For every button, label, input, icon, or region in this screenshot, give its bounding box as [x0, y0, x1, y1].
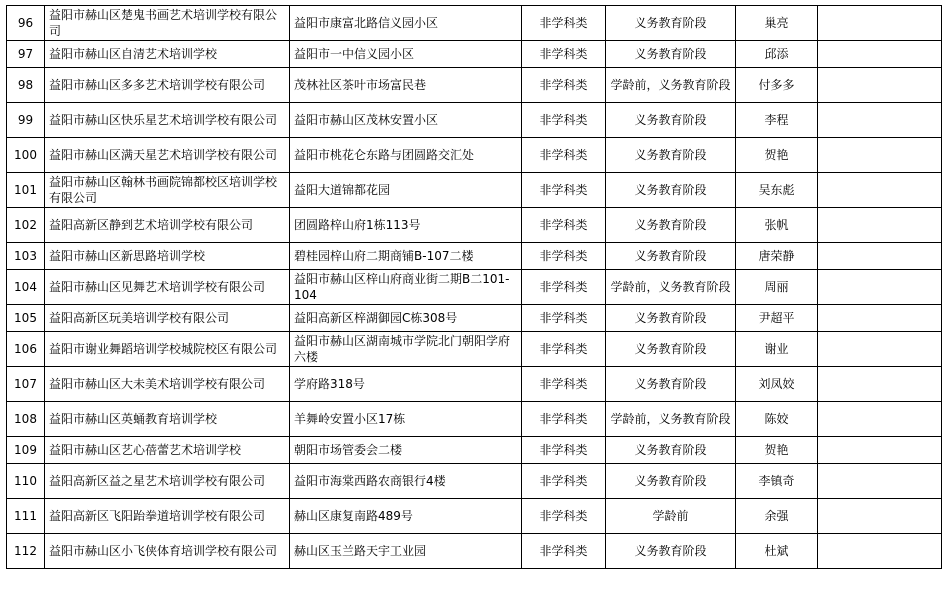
contact-person-cell: 余强 — [736, 499, 818, 534]
school-name-cell: 益阳市赫山区自清艺术培训学校 — [45, 41, 290, 68]
category-cell: 非学科类 — [522, 464, 606, 499]
school-name-cell: 益阳市赫山区艺心蓓蕾艺术培训学校 — [45, 437, 290, 464]
contact-person-cell: 贺艳 — [736, 437, 818, 464]
row-number-cell: 104 — [7, 270, 45, 305]
row-number-cell: 110 — [7, 464, 45, 499]
address-cell: 碧桂园梓山府二期商铺B-107二楼 — [290, 243, 522, 270]
school-name-cell: 益阳市谢业舞蹈培训学校城院校区有限公司 — [45, 332, 290, 367]
category-cell: 非学科类 — [522, 367, 606, 402]
category-cell: 非学科类 — [522, 173, 606, 208]
school-name-cell: 益阳高新区静到艺术培训学校有限公司 — [45, 208, 290, 243]
blank-cell — [818, 402, 942, 437]
table-row — [7, 499, 942, 534]
contact-person-cell: 尹超平 — [736, 305, 818, 332]
school-name-cell: 益阳市赫山区英蛹教育培训学校 — [45, 402, 290, 437]
blank-cell — [818, 103, 942, 138]
table-row — [7, 402, 942, 437]
school-name-cell: 益阳市赫山区新思路培训学校 — [45, 243, 290, 270]
address-cell: 赫山区玉兰路天宇工业园 — [290, 534, 522, 569]
blank-cell — [818, 270, 942, 305]
category-cell: 非学科类 — [522, 332, 606, 367]
education-stage-cell: 学龄前 — [606, 499, 736, 534]
row-number-cell: 98 — [7, 68, 45, 103]
blank-cell — [818, 208, 942, 243]
contact-person-cell: 刘凤姣 — [736, 367, 818, 402]
address-cell: 学府路318号 — [290, 367, 522, 402]
contact-person-cell: 张帆 — [736, 208, 818, 243]
education-stage-cell: 义务教育阶段 — [606, 437, 736, 464]
category-cell: 非学科类 — [522, 103, 606, 138]
school-name-cell: 益阳市赫山区多多艺术培训学校有限公司 — [45, 68, 290, 103]
row-number-cell: 103 — [7, 243, 45, 270]
contact-person-cell: 陈姣 — [736, 402, 818, 437]
address-cell: 益阳高新区梓湖御园C栋308号 — [290, 305, 522, 332]
school-name-cell: 益阳高新区飞阳跆拳道培训学校有限公司 — [45, 499, 290, 534]
contact-person-cell: 巢亮 — [736, 6, 818, 41]
blank-cell — [818, 499, 942, 534]
category-cell: 非学科类 — [522, 6, 606, 41]
address-cell: 益阳市赫山区湖南城市学院北门朝阳学府六楼 — [290, 332, 522, 367]
address-cell: 益阳市海棠西路农商银行4楼 — [290, 464, 522, 499]
row-number-cell: 100 — [7, 138, 45, 173]
school-name-cell: 益阳市赫山区楚鬼书画艺术培训学校有限公司 — [45, 6, 290, 41]
school-name-cell: 益阳市赫山区见舞艺术培训学校有限公司 — [45, 270, 290, 305]
category-cell: 非学科类 — [522, 534, 606, 569]
blank-cell — [818, 332, 942, 367]
address-cell: 益阳市康富北路信义园小区 — [290, 6, 522, 41]
row-number-cell: 107 — [7, 367, 45, 402]
table-row — [7, 332, 942, 367]
education-stage-cell: 义务教育阶段 — [606, 103, 736, 138]
education-stage-cell: 学龄前，义务教育阶段 — [606, 270, 736, 305]
contact-person-cell: 唐荣静 — [736, 243, 818, 270]
education-stage-cell: 义务教育阶段 — [606, 138, 736, 173]
table-row — [7, 305, 942, 332]
row-number-cell: 96 — [7, 6, 45, 41]
category-cell: 非学科类 — [522, 402, 606, 437]
category-cell: 非学科类 — [522, 208, 606, 243]
education-stage-cell: 义务教育阶段 — [606, 6, 736, 41]
row-number-cell: 99 — [7, 103, 45, 138]
category-cell: 非学科类 — [522, 499, 606, 534]
row-number-cell: 111 — [7, 499, 45, 534]
blank-cell — [818, 305, 942, 332]
category-cell: 非学科类 — [522, 41, 606, 68]
row-number-cell: 112 — [7, 534, 45, 569]
blank-cell — [818, 173, 942, 208]
table-row — [7, 367, 942, 402]
contact-person-cell: 付多多 — [736, 68, 818, 103]
contact-person-cell: 李镇奇 — [736, 464, 818, 499]
category-cell: 非学科类 — [522, 68, 606, 103]
table-row — [7, 41, 942, 68]
address-cell: 益阳市桃花仑东路与团圆路交汇处 — [290, 138, 522, 173]
address-cell: 茂林社区茶叶市场富民巷 — [290, 68, 522, 103]
category-cell: 非学科类 — [522, 437, 606, 464]
category-cell: 非学科类 — [522, 138, 606, 173]
education-stage-cell: 义务教育阶段 — [606, 332, 736, 367]
table-row — [7, 437, 942, 464]
contact-person-cell: 贺艳 — [736, 138, 818, 173]
education-stage-cell: 义务教育阶段 — [606, 243, 736, 270]
address-cell: 朝阳市场管委会二楼 — [290, 437, 522, 464]
row-number-cell: 109 — [7, 437, 45, 464]
school-name-cell: 益阳市赫山区满天星艺术培训学校有限公司 — [45, 138, 290, 173]
school-name-cell: 益阳市赫山区小飞侠体育培训学校有限公司 — [45, 534, 290, 569]
blank-cell — [818, 138, 942, 173]
blank-cell — [818, 68, 942, 103]
address-cell: 团圆路梓山府1栋113号 — [290, 208, 522, 243]
education-stage-cell: 学龄前，义务教育阶段 — [606, 68, 736, 103]
school-name-cell: 益阳高新区益之星艺术培训学校有限公司 — [45, 464, 290, 499]
table-row — [7, 68, 942, 103]
row-number-cell: 97 — [7, 41, 45, 68]
education-stage-cell: 义务教育阶段 — [606, 41, 736, 68]
education-stage-cell: 学龄前，义务教育阶段 — [606, 402, 736, 437]
row-number-cell: 105 — [7, 305, 45, 332]
school-name-cell: 益阳高新区玩美培训学校有限公司 — [45, 305, 290, 332]
address-cell: 益阳市赫山区茂林安置小区 — [290, 103, 522, 138]
address-cell: 益阳大道锦都花园 — [290, 173, 522, 208]
school-name-cell: 益阳市赫山区大未美术培训学校有限公司 — [45, 367, 290, 402]
contact-person-cell: 谢业 — [736, 332, 818, 367]
education-stage-cell: 义务教育阶段 — [606, 305, 736, 332]
table-row — [7, 6, 942, 41]
school-name-cell: 益阳市赫山区翰林书画院锦都校区培训学校有限公司 — [45, 173, 290, 208]
row-number-cell: 106 — [7, 332, 45, 367]
address-cell: 益阳市一中信义园小区 — [290, 41, 522, 68]
address-cell: 羊舞岭安置小区17栋 — [290, 402, 522, 437]
school-name-cell: 益阳市赫山区快乐星艺术培训学校有限公司 — [45, 103, 290, 138]
address-cell: 赫山区康复南路489号 — [290, 499, 522, 534]
contact-person-cell: 杜斌 — [736, 534, 818, 569]
table-row — [7, 103, 942, 138]
contact-person-cell: 李程 — [736, 103, 818, 138]
row-number-cell: 101 — [7, 173, 45, 208]
table-row — [7, 173, 942, 208]
education-stage-cell: 义务教育阶段 — [606, 464, 736, 499]
row-number-cell: 108 — [7, 402, 45, 437]
blank-cell — [818, 243, 942, 270]
table-row — [7, 270, 942, 305]
table-row — [7, 534, 942, 569]
education-stage-cell: 义务教育阶段 — [606, 173, 736, 208]
education-stage-cell: 义务教育阶段 — [606, 367, 736, 402]
table-row — [7, 464, 942, 499]
category-cell: 非学科类 — [522, 270, 606, 305]
education-stage-cell: 义务教育阶段 — [606, 534, 736, 569]
contact-person-cell: 吴东彪 — [736, 173, 818, 208]
blank-cell — [818, 534, 942, 569]
blank-cell — [818, 437, 942, 464]
blank-cell — [818, 367, 942, 402]
table-row — [7, 243, 942, 270]
table-row — [7, 138, 942, 173]
address-cell: 益阳市赫山区梓山府商业街二期B二101-104 — [290, 270, 522, 305]
training-school-table — [6, 5, 942, 569]
row-number-cell: 102 — [7, 208, 45, 243]
table-row — [7, 208, 942, 243]
contact-person-cell: 邱添 — [736, 41, 818, 68]
blank-cell — [818, 41, 942, 68]
contact-person-cell: 周丽 — [736, 270, 818, 305]
blank-cell — [818, 464, 942, 499]
table-body — [7, 6, 942, 569]
category-cell: 非学科类 — [522, 243, 606, 270]
blank-cell — [818, 6, 942, 41]
category-cell: 非学科类 — [522, 305, 606, 332]
education-stage-cell: 义务教育阶段 — [606, 208, 736, 243]
